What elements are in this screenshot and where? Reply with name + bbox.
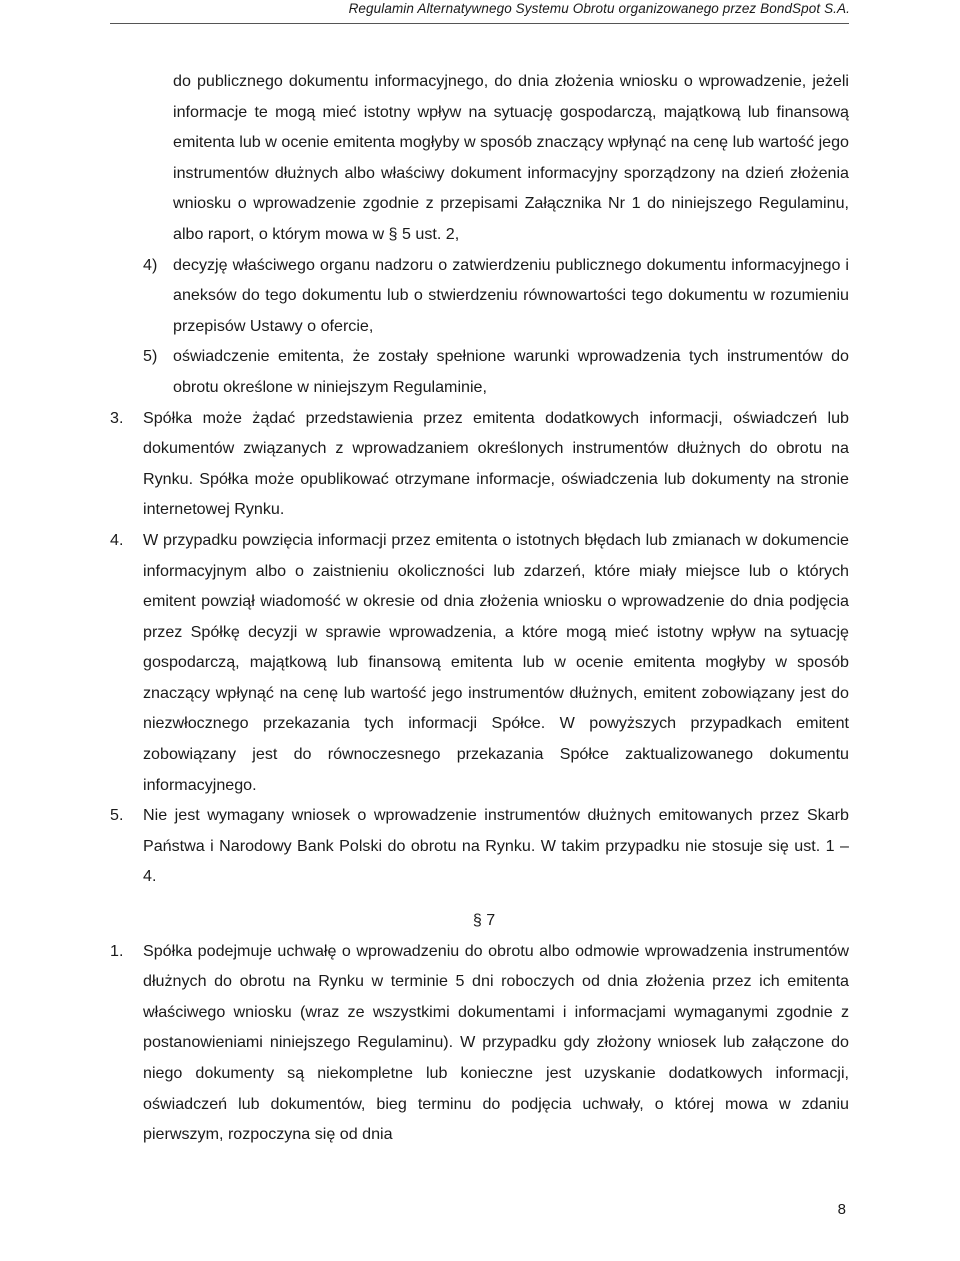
list-item — [110, 341, 849, 402]
numbered-paragraph — [110, 800, 849, 892]
numbered-paragraph — [110, 936, 849, 1150]
header-title: Regulamin Alternatywnego Systemu Obrotu organizowanego przez BondSpot S.A. — [348, 1, 850, 16]
document-body — [110, 66, 849, 1150]
page-number: 8 — [837, 1201, 846, 1218]
paragraph-text: Spółka podejmuje uchwałę o wprowadzeniu do obrotu albo odmowie wprowadzenia instrumentów dłużnych do obrotu na Rynku w terminie 5 dni roboczych od dnia złożenia przez ich emitenta właściwego wniosku (wraz ze wszystkimi dokumentami i informacjami wymaganymi zgodnie z postanowieniami niniejszego Regulaminu). W przypadku gdy złożony wniosek lub załączone do niego dokumenty są niekompletne lub konieczne jest uzyskanie dodatkowych informacji, oświadczeń lub dokumentów, bieg terminu do podjęcia uchwały, o której mowa w zdaniu pierwszym, rozpoczyna się od dnia — [143, 941, 849, 1144]
section-heading: § 7 — [472, 911, 496, 930]
paragraph-text: Spółka może żądać przedstawienia przez emitenta dodatkowych informacji, oświadczeń lub dokumentów związanych z wprowadzaniem określonych instrumentów dłużnych do obrotu na Rynku. Spółka może opublikować otrzymane informacje, oświadczenia lub dokumenty na stronie internetowej Rynku. — [143, 408, 849, 519]
numbered-paragraph — [110, 403, 849, 525]
item-number: 4) — [143, 255, 158, 274]
paragraph-text: W przypadku powzięcia informacji przez emitenta o istotnych błędach lub zmianach w dokumencie informacyjnym albo o zaistnieniu okoliczności lub zdarzeń, które miały miejsce lub o których emitent powziął wiadomość w okresie od dnia złożenia wniosku o wprowadzenie do dnia podjęcia przez Spółkę decyzji w sprawie wprowadzenia, a które mogą mieć istotny wpływ na sytuację gospodarczą, majątkową lub finansową emitenta lub w ocenie emitenta mogłyby w sposób znaczący wpłynąć na cenę lub wartość jego instrumentów dłużnych, emitent zobowiązany jest do niezwłocznego przekazania tych informacji Spółce. W powyższych przypadkach emitent zobowiązany jest do równoczesnego przekazania Spółce zaktualizowanego dokumentu informacyjnego. — [143, 530, 849, 794]
item-number: 5) — [143, 347, 158, 366]
paragraph-text: Nie jest wymagany wniosek o wprowadzenie instrumentów dłużnych emitowanych przez Skarb Państwa i Narodowy Bank Polski do obrotu na Rynku. W takim przypadku nie stosuje się ust. 1 – 4. — [143, 806, 849, 886]
paragraph-number: 4. — [110, 530, 124, 549]
header-rule — [110, 23, 849, 24]
paragraph-number: 1. — [110, 941, 124, 960]
continuation-paragraph — [110, 66, 849, 250]
continuation-text: do publicznego dokumentu informacyjnego, do dnia złożenia wniosku o wprowadzenie, jeżeli informacje te mogą mieć istotny wpływ na sytuację gospodarczą, majątkową lub finansową emitenta lub w ocenie emitenta mogłyby w sposób znaczący wpłynąć na cenę lub wartość jego instrumentów dłużnych albo właściwy dokument informacyjny sporządzony na dzień złożenia wniosku o wprowadzenie zgodnie z przepisami Załącznika Nr 1 do niniejszego Regulaminu, albo raport, o którym mowa w § 5 ust. 2, — [173, 72, 849, 243]
list-item — [110, 250, 849, 342]
paragraph-number: 3. — [110, 408, 124, 427]
numbered-paragraph — [110, 525, 849, 800]
page-header — [0, 0, 960, 26]
item-text: decyzję właściwego organu nadzoru o zatwierdzeniu publicznego dokumentu informacyjnego i aneksów do tego dokumentu lub o stwierdzeniu równowartości tego dokumentu w rozumieniu przepisów Ustawy o ofercie, — [173, 255, 849, 335]
item-text: oświadczenie emitenta, że zostały spełnione warunki wprowadzenia tych instrumentów do obrotu określone w niniejszym Regulaminie, — [173, 347, 849, 396]
paragraph-number: 5. — [110, 806, 124, 825]
